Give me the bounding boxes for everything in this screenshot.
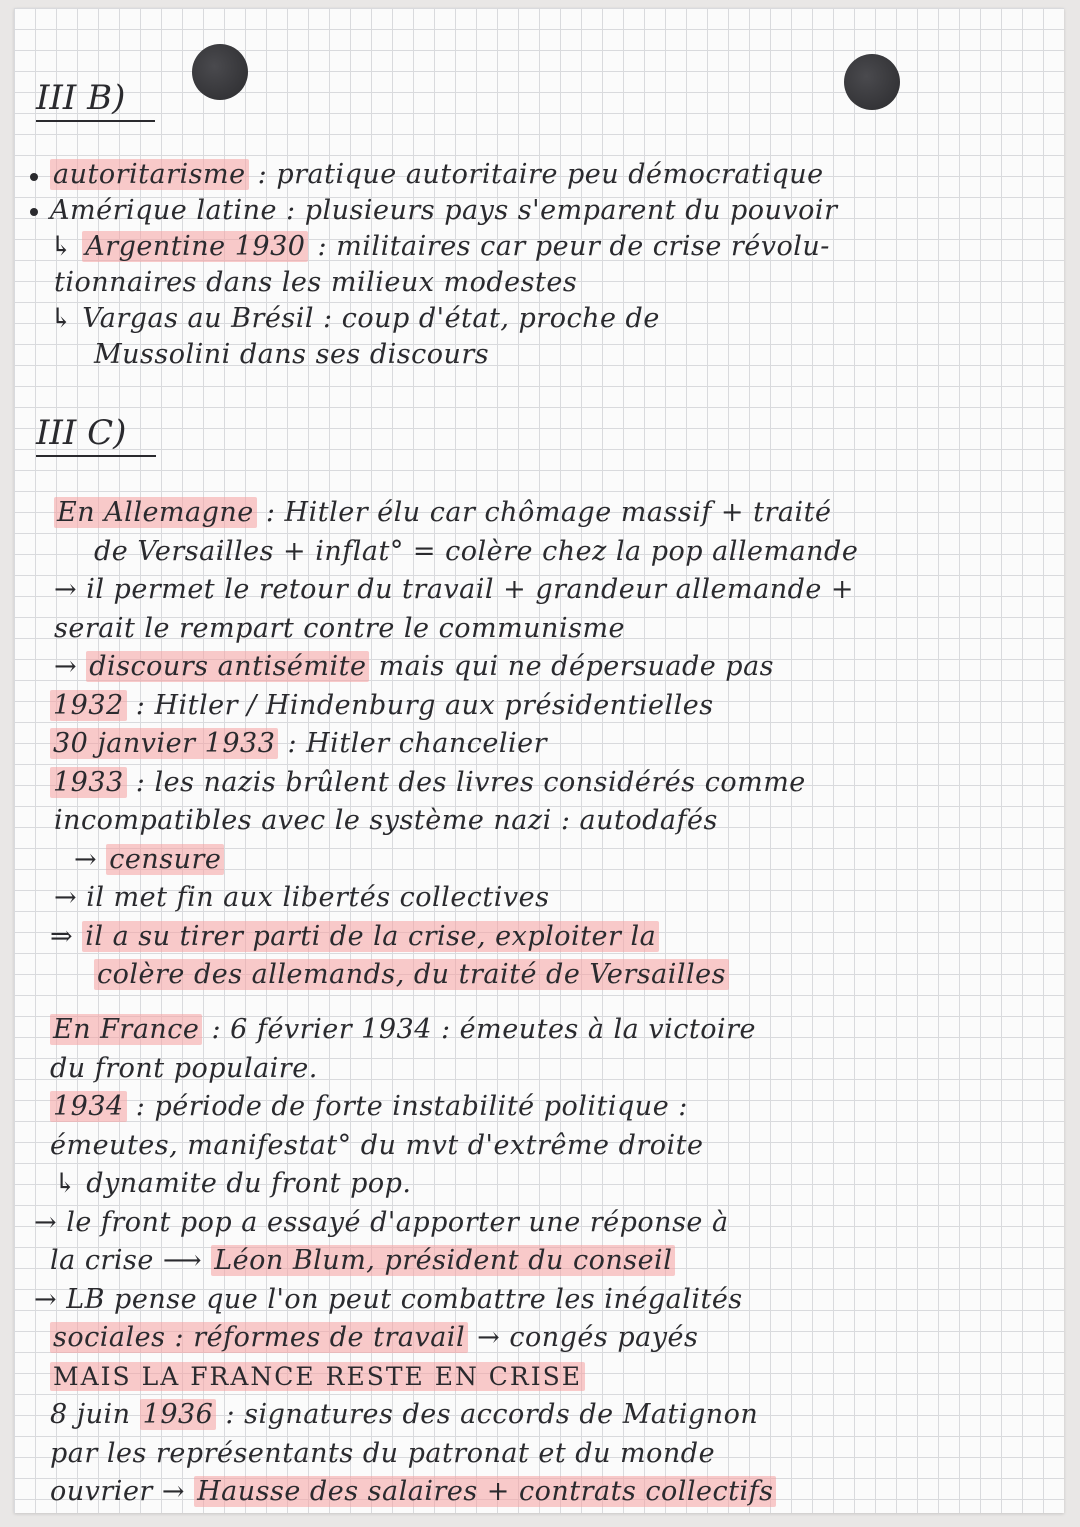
- highlighted-text: sociales : réformes de travail: [50, 1322, 468, 1353]
- note-text: Mussolini dans ses discours: [94, 339, 490, 370]
- note-text: → il met fin aux libertés collectives: [54, 882, 550, 913]
- note-text: : Hitler / Hindenburg aux présidentielles: [126, 689, 714, 721]
- note-line: [50, 1473, 1064, 1510]
- note-text: serait le rempart contre le communisme: [54, 612, 626, 644]
- note-text: →: [54, 651, 87, 682]
- highlighted-text: il a su tirer parti de la crise, exploiter la: [82, 921, 659, 952]
- highlighted-text: 30 janvier 1933: [50, 728, 278, 759]
- note-line: [54, 571, 1064, 608]
- note-text: ↳ Vargas au Brésil : coup d'état, proche de: [50, 303, 660, 334]
- binder-hole-left: [192, 44, 248, 100]
- highlighted-text: autoritarisme: [50, 159, 249, 190]
- note-line: [54, 1165, 1064, 1202]
- note-line: [50, 1319, 1064, 1356]
- note-text: 8 juin: [50, 1399, 140, 1430]
- note-text: ouvrier →: [50, 1476, 195, 1507]
- note-line: [54, 494, 1064, 531]
- notebook-page: [14, 8, 1064, 1513]
- note-text: par les représentants du patronat et du monde: [50, 1437, 716, 1469]
- note-line: [54, 610, 1064, 647]
- bullet-2: [30, 208, 38, 216]
- highlighted-text: En France: [50, 1014, 202, 1045]
- note-text: la crise ⟶: [50, 1245, 212, 1276]
- highlighted-text: En Allemagne: [54, 497, 257, 528]
- note-text: → LB pense que l'on peut combattre les inégalités: [34, 1283, 743, 1315]
- highlighted-text: 1936: [140, 1399, 217, 1430]
- note-text: : pratique autoritaire peu démocratique: [248, 159, 824, 190]
- highlighted-text: 1933: [50, 767, 127, 798]
- highlighted-text: censure: [106, 844, 224, 875]
- note-line: [50, 1127, 1064, 1164]
- note-line: [54, 879, 1064, 916]
- note-line: [34, 1281, 1064, 1318]
- highlighted-text: Léon Blum, président du conseil: [211, 1245, 675, 1276]
- highlighted-text: 1934: [50, 1091, 127, 1122]
- note-line: [54, 648, 1064, 685]
- note-text: ↳: [50, 231, 83, 262]
- note-line: [50, 300, 1064, 337]
- note-text: émeutes, manifestat° du mvt d'extrême droite: [50, 1129, 704, 1161]
- note-text: → congés payés: [468, 1322, 699, 1353]
- note-text: → il permet le retour du travail + grandeur allemande +: [54, 574, 855, 605]
- note-line: [50, 1088, 1064, 1125]
- note-line: [50, 1242, 1064, 1279]
- note-text: : Hitler élu car chômage massif + traité: [256, 497, 832, 528]
- note-line: [50, 687, 1064, 724]
- note-line: [50, 918, 1064, 955]
- note-text: : Hitler chancelier: [278, 728, 548, 759]
- section-title-3c: III C): [36, 413, 156, 457]
- section-title-3b: III B): [36, 78, 155, 122]
- note-text: → le front pop a essayé d'apporter une réponse à: [34, 1206, 729, 1238]
- note-text: →: [74, 843, 107, 875]
- note-text: tionnaires dans les milieux modestes: [54, 267, 578, 298]
- note-line: [34, 1204, 1064, 1241]
- note-line: [94, 533, 1064, 570]
- note-line: [50, 725, 1064, 762]
- bullet-1: [30, 173, 38, 181]
- note-line: [50, 1435, 1064, 1472]
- highlighted-text: Argentine 1930: [82, 231, 308, 262]
- binder-hole-right: [844, 54, 900, 110]
- highlighted-text: MAIS LA FRANCE RESTE EN CRISE: [50, 1362, 585, 1391]
- note-line: [50, 228, 1064, 265]
- note-line: [74, 841, 1064, 878]
- note-text: : 6 février 1934 : émeutes à la victoire: [202, 1014, 757, 1045]
- note-text: : les nazis brûlent des livres considérés comme: [126, 766, 806, 798]
- note-text: Amérique latine : plusieurs pays s'emparent du pouvoir: [50, 195, 838, 226]
- note-line: [94, 336, 1064, 373]
- note-line: [50, 764, 1064, 801]
- note-line: [50, 1050, 1064, 1087]
- note-text: : période de forte instabilité politique :: [126, 1091, 688, 1122]
- note-text: mais qui ne dépersuade pas: [369, 651, 775, 682]
- note-text: ↳ dynamite du front pop.: [54, 1168, 412, 1199]
- note-text: de Versailles + inflat° = colère chez la pop allemande: [94, 535, 859, 567]
- note-line: [50, 1358, 1064, 1395]
- note-line: [54, 264, 1064, 301]
- highlighted-text: discours antisémite: [86, 651, 369, 682]
- highlighted-text: Hausse des salaires + contrats collectifs: [194, 1476, 776, 1507]
- note-line: [50, 192, 1064, 229]
- note-text: du front populaire.: [50, 1052, 318, 1084]
- note-line: [50, 156, 1064, 193]
- highlighted-text: colère des allemands, du traité de Versailles: [94, 959, 729, 990]
- note-line: [50, 1396, 1064, 1433]
- note-text: : signatures des accords de Matignon: [216, 1399, 759, 1430]
- note-text: : militaires car peur de crise révolu-: [308, 231, 830, 262]
- note-text: ⇒: [50, 920, 83, 952]
- note-line: [50, 1011, 1064, 1048]
- note-text: incompatibles avec le système nazi : autodafés: [54, 805, 718, 836]
- note-line: [94, 956, 1064, 993]
- highlighted-text: 1932: [50, 690, 127, 721]
- note-line: [54, 802, 1064, 839]
